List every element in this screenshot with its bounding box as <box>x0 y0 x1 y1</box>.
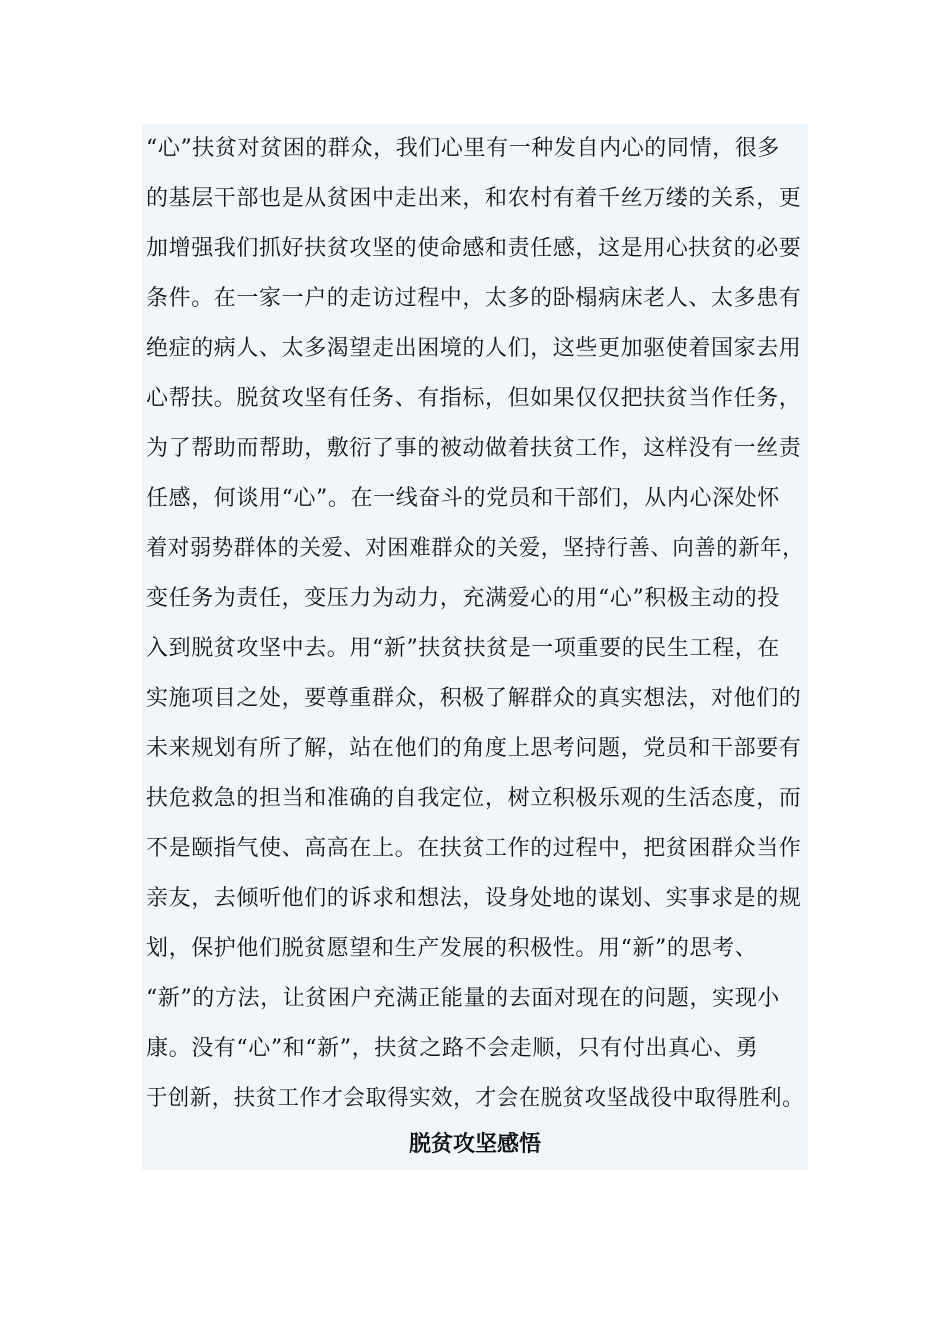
paragraph-line: 未来规划有所了解，站在他们的角度上思考问题，党员和干部要有 <box>146 736 802 761</box>
paragraph-line: “心”扶贫对贫困的群众，我们心里有一种发自内心的同情，很多 <box>146 136 780 161</box>
paragraph-line: 扶危救急的担当和准确的自我定位，树立积极乐观的生活态度，而 <box>146 786 802 811</box>
document-text-block <box>142 124 808 1170</box>
paragraph-line: 康。没有“心”和“新”，扶贫之路不会走顺，只有付出真心、勇 <box>146 1036 759 1061</box>
paragraph-line: 心帮扶。脱贫攻坚有任务、有指标，但如果仅仅把扶贫当作任务， <box>146 386 802 411</box>
paragraph-line: 着对弱势群体的关爱、对困难群众的关爱，坚持行善、向善的新年， <box>146 536 805 561</box>
paragraph-line: 加增强我们抓好扶贫攻坚的使命感和责任感，这是用心扶贫的必要 <box>146 236 802 261</box>
paragraph-line: 任感，何谈用“心”。在一线奋斗的党员和干部们，从内心深处怀 <box>146 486 780 511</box>
paragraph-line: 绝症的病人、太多渴望走出困境的人们，这些更加驱使着国家去用 <box>146 336 802 361</box>
paragraph-line: 为了帮助而帮助，敷衍了事的被动做着扶贫工作，这样没有一丝责 <box>146 436 802 461</box>
paragraph-line: 条件。在一家一户的走访过程中，太多的卧榻病床老人、太多患有 <box>146 286 802 311</box>
paragraph-line: 的基层干部也是从贫困中走出来，和农村有着千丝万缕的关系，更 <box>146 186 802 211</box>
paragraph-line: 亲友，去倾听他们的诉求和想法，设身处地的谋划、实事求是的规 <box>146 886 802 911</box>
paragraph-line: 不是颐指气使、高高在上。在扶贫工作的过程中，把贫困群众当作 <box>146 836 802 861</box>
paragraph-line: 实施项目之处，要尊重群众，积极了解群众的真实想法，对他们的 <box>146 686 802 711</box>
paragraph-line: “新”的方法，让贫困户充满正能量的去面对现在的问题，实现小 <box>146 986 780 1011</box>
paragraph-line: 变任务为责任，变压力为动力，充满爱心的用“心”积极主动的投 <box>146 586 780 611</box>
paragraph-line: 划，保护他们脱贫愿望和生产发展的积极性。用“新”的思考、 <box>146 936 758 961</box>
paragraph-line: 于创新，扶贫工作才会取得实效，才会在脱贫攻坚战役中取得胜利。 <box>146 1086 805 1111</box>
paragraph-line: 入到脱贫攻坚中去。用“新”扶贫扶贫是一项重要的民生工程，在 <box>146 636 780 661</box>
section-title: 脱贫攻坚感悟 <box>408 1132 541 1157</box>
